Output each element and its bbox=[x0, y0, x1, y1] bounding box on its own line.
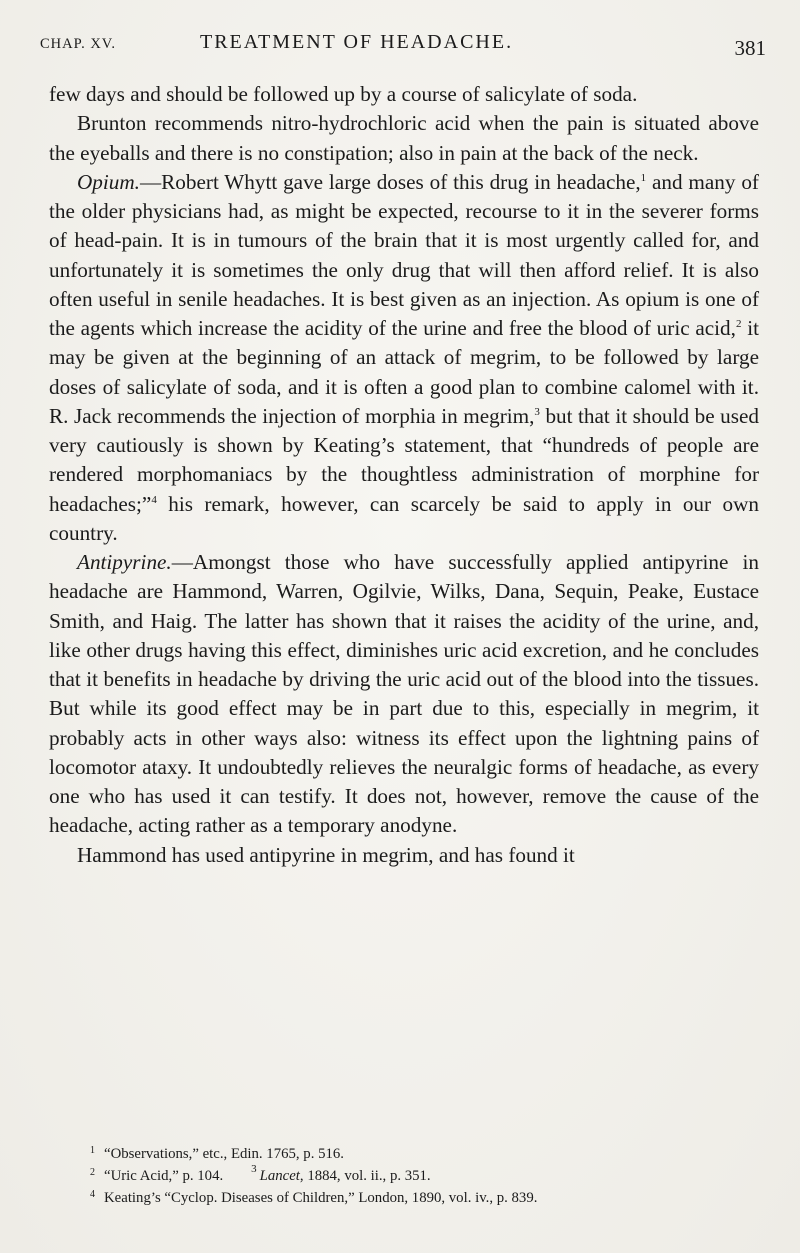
chapter-label: CHAP. XV. bbox=[40, 36, 117, 52]
main-text bbox=[49, 80, 759, 870]
paragraph-antipyrine bbox=[49, 548, 759, 841]
footnote-ref-2: 2 bbox=[735, 318, 742, 330]
footnote-2-text: “Uric Acid,” p. 104. bbox=[104, 1168, 224, 1184]
paragraph-opium bbox=[49, 168, 759, 548]
paragraph-1: few days and should be followed up by a course of salicylate of soda. bbox=[49, 82, 638, 106]
opium-text-a: —Robert Whytt gave large doses of this drug in headache, bbox=[139, 169, 641, 194]
footnote-ref-3: 3 bbox=[534, 405, 540, 418]
footnote-1 bbox=[90, 1143, 770, 1165]
opium-heading: Opium. bbox=[77, 169, 140, 194]
opium-text-c: it may be given at the beginning of an attack of megrim, to be followed by large doses of salicylate of soda, and it is often a good plan to combine calomel with it. R. Jack recommends the injection of morphia in megrim, bbox=[49, 316, 759, 428]
opium-text-e: his remark, however, can scarcely be said to apply in our own country. bbox=[49, 491, 759, 545]
footnote-4 bbox=[90, 1187, 770, 1209]
page-title: TREATMENT OF HEADACHE. bbox=[200, 31, 514, 53]
footnote-3-title: Lancet bbox=[259, 1168, 300, 1184]
footnote-3-number: 3 bbox=[251, 1163, 257, 1175]
running-header bbox=[40, 28, 770, 62]
footnotes bbox=[90, 1143, 770, 1209]
footnote-4-number: 4 bbox=[90, 1189, 95, 1200]
footnote-ref-1: 1 bbox=[640, 171, 647, 184]
antipyrine-text: —Amongst those who have successfully applied antipyrine in headache are Hammond, Warren, Ogilvie, Wilks, Dana, Sequin, Peake, Eustace Smith, and Haig. The latter has shown that it raises the acidity of the urine, and, like other drugs having this effect, diminishes uric acid excretion, and he concludes that it benefits in headache by driving the uric acid out of the blood into the tissues. But while its good effect may be in part due to this, especially in megrim, it probably acts in other ways also: witness its effect upon the lightning pains of locomotor ataxy. It undoubtedly relieves the neuralgic forms of headache, as every one who has used it can testify. It does not, however, remove the cause of the headache, acting rather as a temporary anodyne. bbox=[49, 550, 759, 838]
page-number: 381 bbox=[734, 36, 766, 60]
paragraph-2: Brunton recommends nitro-hydrochloric acid when the pain is situated above the eyeballs and there is no constipation; also in pain at the back of the neck. bbox=[49, 111, 759, 165]
footnote-1-text: “Observations,” etc., Edin. 1765, p. 516. bbox=[104, 1146, 344, 1162]
paragraph-5: Hammond has used antipyrine in megrim, and has found it bbox=[77, 842, 575, 867]
footnote-2-3 bbox=[90, 1165, 770, 1187]
footnote-ref-4: 4 bbox=[151, 493, 157, 506]
opium-text-d: but that it should be used very cautiously is shown by Keating’s statement, that “hundreds of people are rendered morphomaniacs by the thoughtless administration of morphine for headaches;” bbox=[49, 403, 759, 516]
antipyrine-heading: Antipyrine. bbox=[77, 550, 172, 574]
footnote-2-number: 2 bbox=[90, 1167, 95, 1178]
footnote-4-text: Keating’s “Cyclop. Diseases of Children,” London, 1890, vol. iv., p. 839. bbox=[104, 1190, 538, 1206]
footnote-3-text: , 1884, vol. ii., p. 351. bbox=[299, 1168, 431, 1184]
opium-text-b: and many of the older physicians had, as might be expected, recourse to it in the severer forms of head-pain. It is in tumours of the brain that it is most urgently called for, and unfortunately it is sometimes the only drug that will then afford relief. It is also often useful in senile headaches. It is best given as an injection. As opium is one of the agents which increase the acidity of the urine and free the blood of uric acid, bbox=[49, 169, 759, 340]
footnote-1-number: 1 bbox=[90, 1145, 95, 1156]
